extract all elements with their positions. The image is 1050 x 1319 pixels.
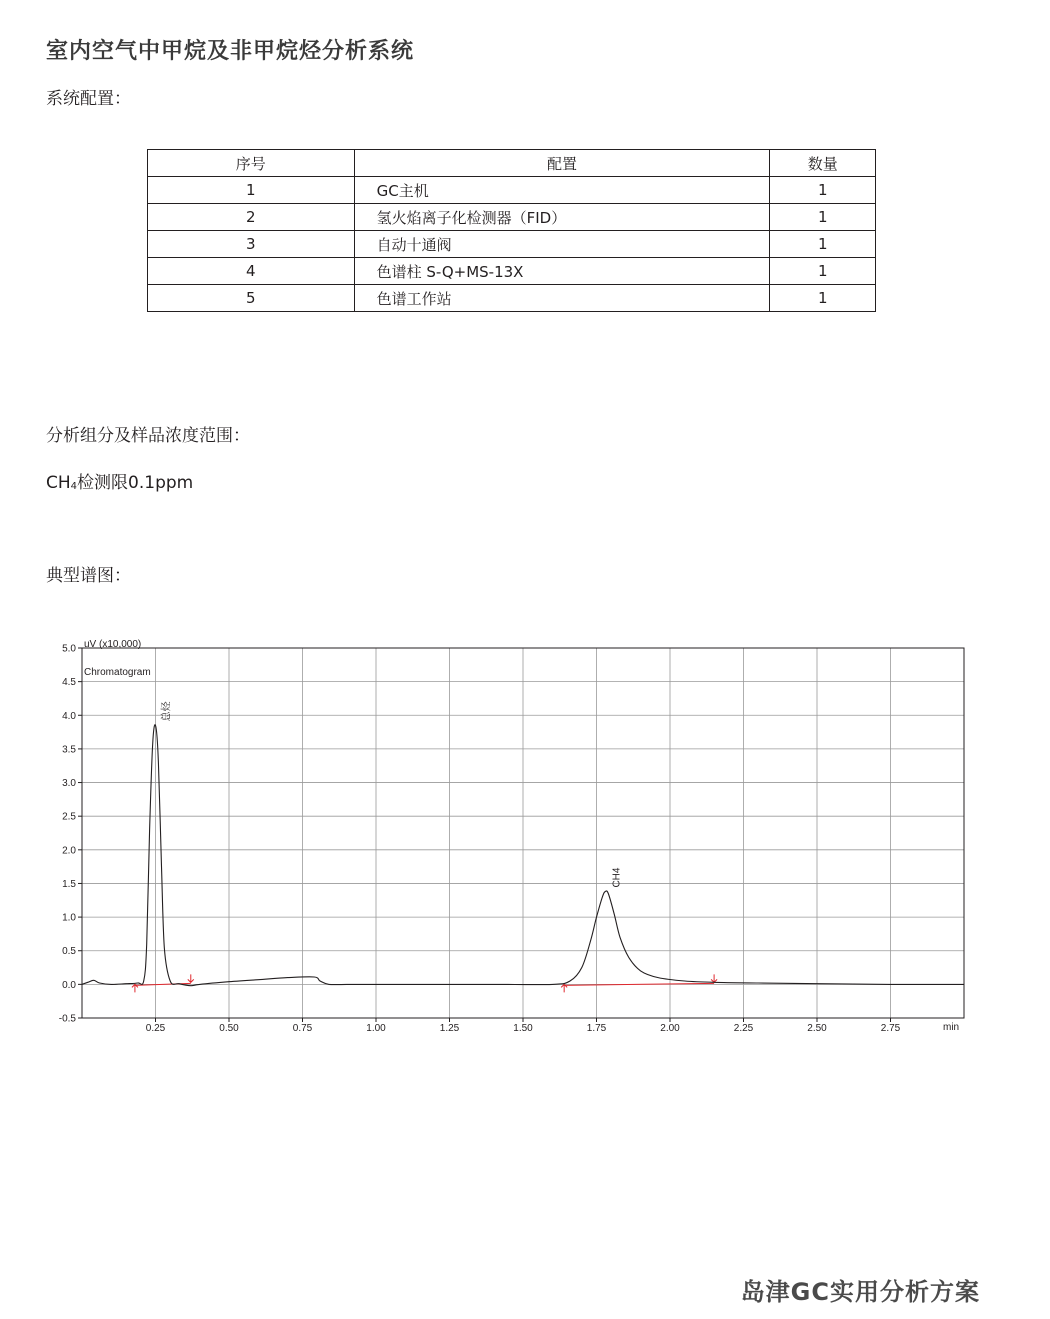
x-axis-label: min	[943, 1022, 960, 1033]
baselines	[132, 974, 717, 992]
cell-qty: 1	[770, 177, 876, 204]
cell-qty: 1	[770, 285, 876, 312]
y-tick-label: -0.5	[58, 1013, 76, 1025]
y-tick-label: 0.5	[62, 946, 76, 958]
page-title: 室内空气中甲烷及非甲烷烃分析系统	[46, 39, 415, 64]
x-tick-label: 0.75	[292, 1023, 313, 1034]
cell-config: 色谱工作站	[354, 285, 770, 312]
header-qty: 数量	[770, 150, 876, 177]
peak-end-marker	[711, 974, 717, 982]
y-tick-label: 2.5	[62, 811, 76, 823]
x-tick-label: 2.75	[880, 1023, 901, 1034]
system-config-label: 系统配置：	[46, 89, 131, 109]
x-tick-label: 1.75	[586, 1023, 607, 1034]
table-row	[148, 204, 876, 231]
x-tick-label: 0.50	[219, 1023, 239, 1034]
x-tick-label: 1.25	[439, 1023, 460, 1034]
cell-seq: 4	[148, 258, 355, 285]
cell-seq: 1	[148, 177, 355, 204]
header-config: 配置	[354, 150, 770, 177]
footer-brand: 岛津GC实用分析方案	[740, 1278, 980, 1306]
peak-end-marker	[188, 974, 194, 982]
table-row	[148, 177, 876, 204]
peak-label: 总烃	[161, 701, 173, 722]
cell-qty: 1	[770, 204, 876, 231]
compound-subscript: 4	[70, 481, 78, 492]
components-label: 分析组分及样品浓度范围：	[46, 426, 250, 446]
y-tick-label: 4.5	[62, 677, 76, 689]
table-row	[148, 258, 876, 285]
y-tick-label: 3.0	[62, 778, 76, 790]
y-tick-label: 0.0	[62, 979, 76, 991]
y-tick-label: 3.5	[62, 744, 76, 756]
chart-title: Chromatogram	[84, 667, 151, 678]
x-tick-label: 0.25	[145, 1023, 166, 1034]
y-tick-label: 1.0	[62, 912, 76, 924]
y-ticks	[59, 644, 82, 1025]
table-row	[148, 285, 876, 312]
compound-name: CH	[46, 473, 71, 493]
cell-config: 氢火焰离子化检测器（FID）	[354, 204, 770, 231]
cell-config: 色谱柱 S-Q+MS-13X	[354, 258, 770, 285]
y-tick-label: 1.5	[62, 878, 76, 890]
x-tick-label: 1.50	[513, 1023, 533, 1034]
x-tick-label: 2.50	[807, 1023, 827, 1034]
spectrum-label: 典型谱图：	[46, 566, 131, 586]
x-tick-label: 2.25	[733, 1023, 754, 1034]
peak-label: CH4	[611, 867, 623, 888]
table-header-row	[148, 150, 876, 177]
x-tick-label: 2.00	[660, 1023, 680, 1034]
detection-limit-text: 检测限0.1ppm	[77, 473, 194, 493]
cell-config: GC主机	[354, 177, 770, 204]
y-axis-label: uV (x10,000)	[84, 639, 142, 650]
detection-limit	[46, 468, 193, 493]
cell-seq: 2	[148, 204, 355, 231]
y-tick-label: 4.0	[62, 710, 76, 722]
y-tick-label: 2.0	[62, 845, 76, 857]
table-row	[148, 231, 876, 258]
x-ticks	[146, 1018, 901, 1034]
config-table	[147, 149, 876, 312]
cell-qty: 1	[770, 231, 876, 258]
grid	[82, 648, 964, 1018]
header-seq: 序号	[148, 150, 355, 177]
y-tick-label: 5.0	[62, 643, 76, 655]
cell-seq: 5	[148, 285, 355, 312]
cell-config: 自动十通阀	[354, 231, 770, 258]
cell-qty: 1	[770, 258, 876, 285]
x-tick-label: 1.00	[366, 1023, 386, 1034]
cell-seq: 3	[148, 231, 355, 258]
chromatogram-chart	[40, 630, 975, 1040]
